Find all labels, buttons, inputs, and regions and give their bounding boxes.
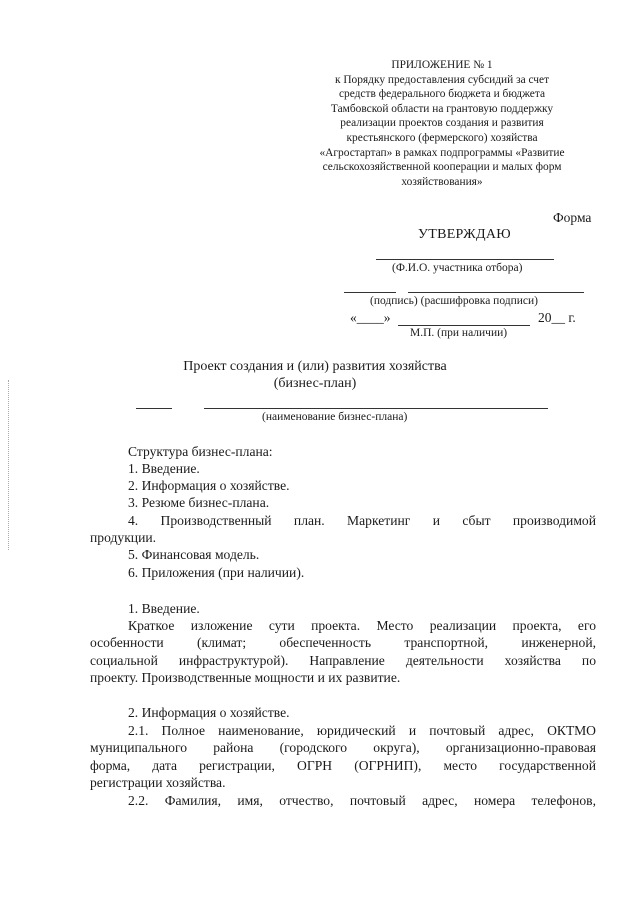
farm-info-line: муниципального района (городского округа), организационно-правовая xyxy=(90,740,596,755)
structure-item: 3. Резюме бизнес-плана. xyxy=(128,495,270,510)
project-name-caption: (наименование бизнес-плана) xyxy=(262,411,408,423)
structure-item: 2. Информация о хозяйстве. xyxy=(128,478,290,493)
scan-margin-mark xyxy=(8,380,10,550)
annex-line: хозяйствования» xyxy=(401,175,483,188)
intro-heading: 1. Введение. xyxy=(128,601,200,616)
structure-item: 4. Производственный план. Маркетинг и сбыт производимой xyxy=(128,513,596,528)
date-day: «____» xyxy=(350,310,391,325)
annex-line: Тамбовской области на грантовую поддержку xyxy=(330,102,554,115)
approval-title: УТВЕРЖДАЮ xyxy=(418,227,511,242)
farm-info-line: 2.2. Фамилия, имя, отчество, почтовый адрес, номера телефонов, xyxy=(128,793,596,808)
annex-line: «Агростартап» в рамках подпрограммы «Развитие xyxy=(319,146,565,159)
signature-line xyxy=(344,292,396,293)
intro-line: социальной инфраструктурой). Направление деятельности хозяйства по xyxy=(90,653,596,668)
farm-info-heading: 2. Информация о хозяйстве. xyxy=(128,705,290,720)
intro-line: Краткое изложение сути проекта. Место реализации проекта, его xyxy=(128,618,596,633)
annex-title: ПРИЛОЖЕНИЕ № 1 xyxy=(391,59,493,71)
project-title-line: Проект создания и (или) развития хозяйства xyxy=(183,359,447,374)
annex-header xyxy=(292,58,592,189)
annex-line: к Порядку предоставления субсидий за счет xyxy=(334,73,550,86)
structure-item: 5. Финансовая модель. xyxy=(128,547,260,562)
annex-line: реализации проектов создания и развития xyxy=(340,117,544,130)
farm-info-line: форма, дата регистрации, ОГРН (ОГРНИП), место государственной xyxy=(90,758,596,773)
date-month-line xyxy=(398,325,530,326)
annex-line: крестьянского (фермерского) хозяйства xyxy=(346,131,538,144)
name-line xyxy=(376,259,554,260)
project-name-line-left xyxy=(136,408,172,409)
signature-caption: (подпись) (расшифровка подписи) xyxy=(370,295,539,307)
intro-line: особенности (климат; обеспеченность транспортной, инженерной, xyxy=(90,635,596,650)
project-name-line xyxy=(204,408,548,409)
farm-info-line: 2.1. Полное наименование, юридический и почтовый адрес, ОКТМО xyxy=(128,723,596,738)
structure-heading: Структура бизнес-плана: xyxy=(128,444,273,459)
form-label: Форма xyxy=(553,210,592,225)
annex-line: средств федерального бюджета и бюджета xyxy=(338,88,546,101)
intro-line: проекту. Производственные мощности и их развитие. xyxy=(90,670,401,685)
date-year: 20__ г. xyxy=(538,310,576,325)
structure-item: 1. Введение. xyxy=(128,461,200,476)
signature-decoding-line xyxy=(408,292,584,293)
farm-info-line: регистрации хозяйства. xyxy=(90,775,226,790)
seal-caption: М.П. (при наличии) xyxy=(410,327,508,339)
name-caption: (Ф.И.О. участника отбора) xyxy=(392,262,523,274)
project-title xyxy=(120,358,510,392)
structure-item: 6. Приложения (при наличии). xyxy=(128,565,305,580)
project-title-line: (бизнес-план) xyxy=(273,376,357,391)
structure-item-continued: продукции. xyxy=(90,530,157,545)
annex-line: сельскохозяйственной кооперации и малых форм xyxy=(322,161,562,174)
